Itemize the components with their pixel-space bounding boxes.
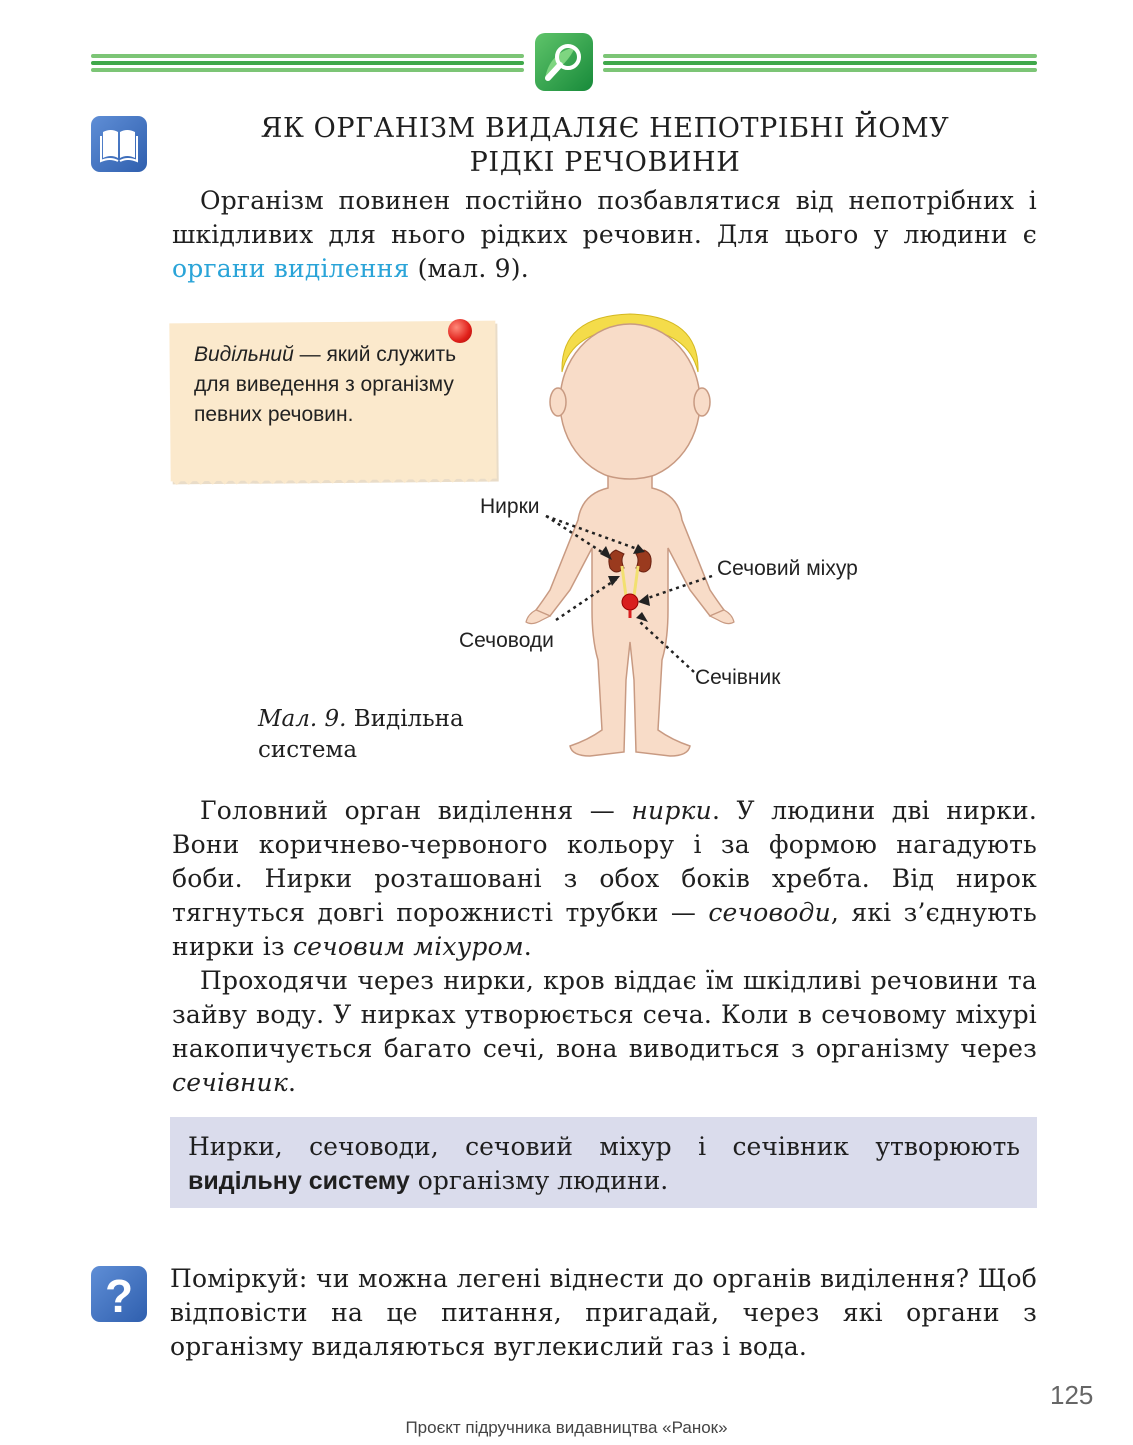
section-title-line2: РІДКІ РЕЧОВИНИ [469,147,741,178]
question-text: Поміркуй: чи можна легені віднести до органів виділення? Щоб відповісти на це питання, пригадай, через які органи з організму видаляються вуглекислий газ і вода. [170,1264,1037,1361]
definition-text: Видільний — який служить для виведення з організму певних речовин. [194,343,457,426]
summary-text: Нирки, сечоводи, сечовий міхур і сечівник утворюють видільну систему організму людини. [188,1132,1020,1195]
label-bladder: Сечовий міхур [717,557,858,580]
excretory-system-figure [500,310,760,770]
label-urethra: Сечівник [695,666,781,689]
figure-caption: Мал. 9. Видільна система [258,706,464,763]
magnifier-leaf-icon [535,33,593,91]
paragraph-kidneys: Головний орган виділення — нирки. У людини дві нирки. Вони коричнево-червоного кольору і за формою нагадують боби. Нирки розташовані з обох боків хребта. Від нирок тягнуться довгі порожнисті трубки — сечоводи, які з’єднують нирки із сечовим міхуром. [172,796,1037,961]
footer-note: Проєкт підручника видавництва «Ранок» [405,1418,728,1437]
section-title-line1: ЯК ОРГАНІЗМ ВИДАЛЯЄ НЕПОТРІБНІ ЙОМУ [260,113,950,144]
label-kidneys: Нирки [480,495,540,518]
question-icon [91,1266,147,1322]
book-icon [91,116,147,172]
term-link-excretory-organs[interactable]: органи виділення [172,254,410,283]
svg-text:?: ? [104,1270,134,1322]
paragraph-urine: Проходячи через нирки, кров віддає їм шкідливі речовини та зайву воду. У нирках утворюється сеча. Коли в сечовому міхурі накопичується багато сечі, вона виводиться з організму через сечівник. [172,966,1037,1097]
label-ureters: Сечоводи [459,629,554,652]
intro-paragraph: Організм повинен постійно позбавлятися від непотрібних і шкідливих для нього рідких речовин. Для цього у людини є органи виділення (мал. 9). [172,186,1037,283]
page-number: 125 [1050,1380,1094,1410]
